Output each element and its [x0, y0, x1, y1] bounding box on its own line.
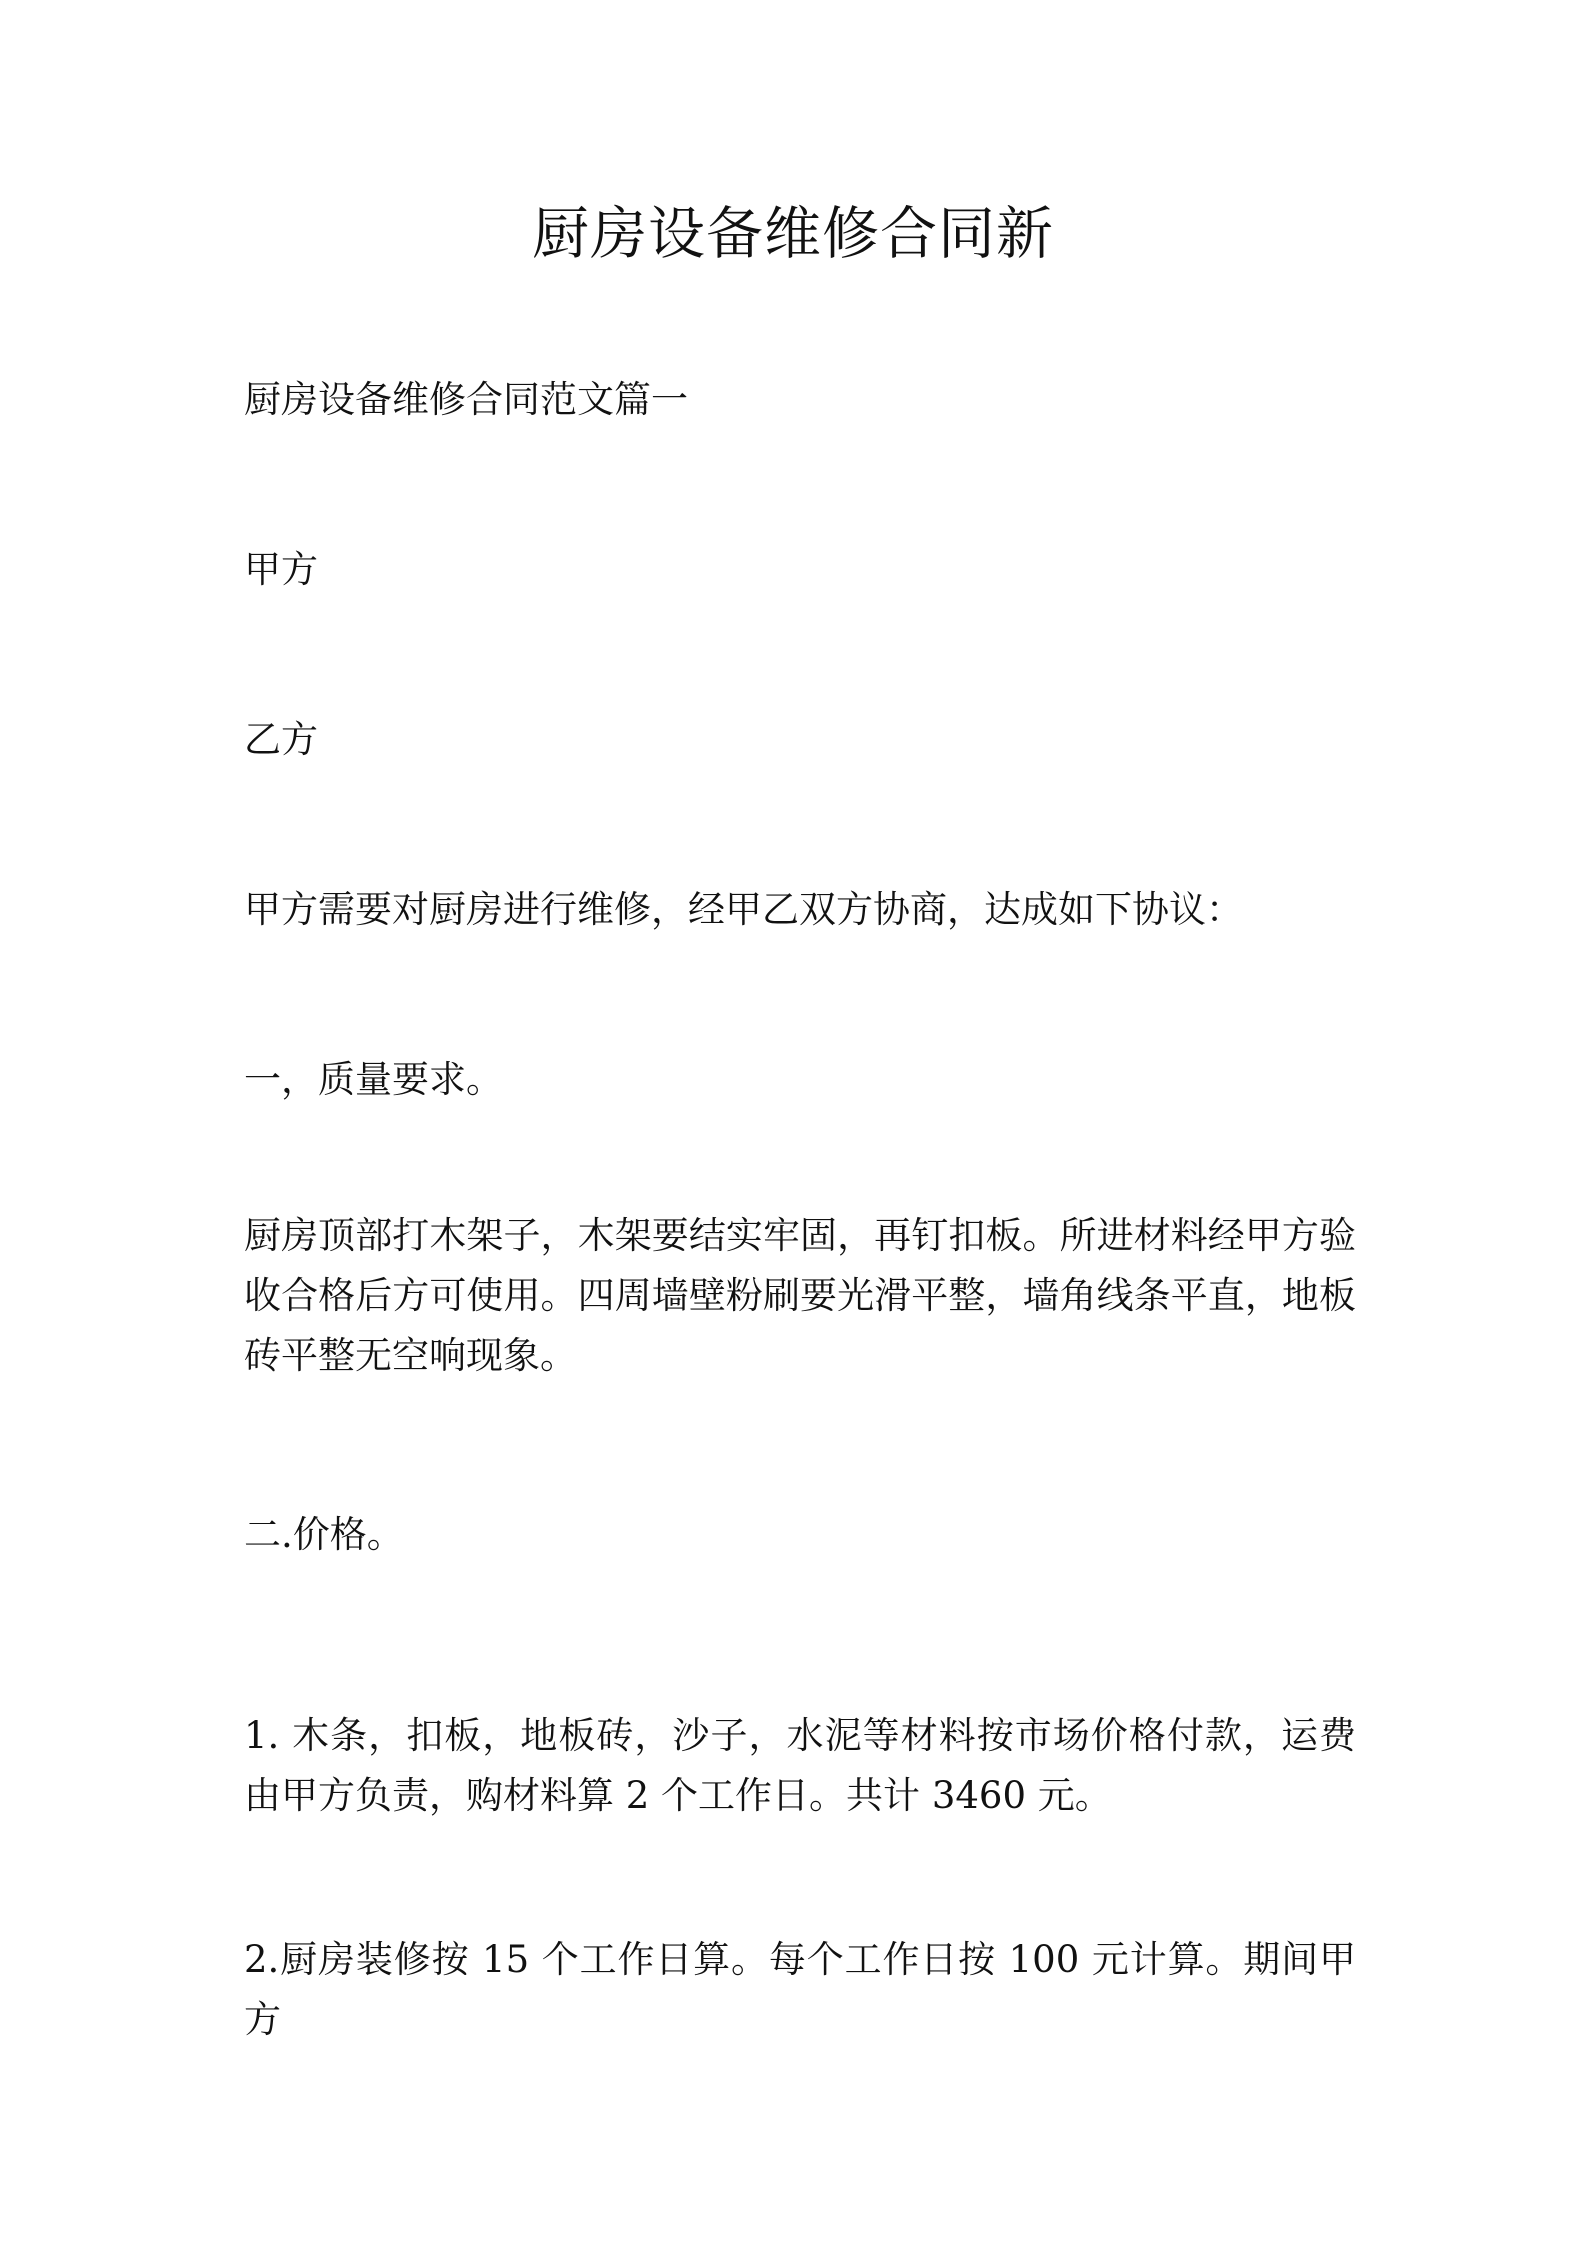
intro-paragraph: 甲方需要对厨房进行维修，经甲乙双方协商，达成如下协议：: [244, 888, 1243, 931]
subtitle: 厨房设备维修合同范文篇一: [244, 378, 688, 421]
document-title: 厨房设备维修合同新: [532, 201, 1054, 267]
price-item-1: 1. 木条，扣板，地板砖，沙子，水泥等材料按市场价格付款，运费由甲方负责，购材料算 2 个工作日。共计 3460 元。: [244, 1714, 1356, 1817]
section-2-heading: 二.价格。: [244, 1513, 404, 1556]
party-a-label: 甲方: [244, 548, 318, 591]
party-b-label: 乙方: [244, 718, 318, 761]
section-1-heading: 一，质量要求。: [244, 1058, 503, 1101]
section-1-body: 厨房顶部打木架子，木架要结实牢固，再钉扣板。所进材料经甲方验收合格后方可使用。四周墙壁粉刷要光滑平整，墙角线条平直，地板砖平整无空响现象。: [244, 1214, 1356, 1377]
price-item-2: 2.厨房装修按 15 个工作日算。每个工作日按 100 元计算。期间甲方: [244, 1938, 1356, 2041]
